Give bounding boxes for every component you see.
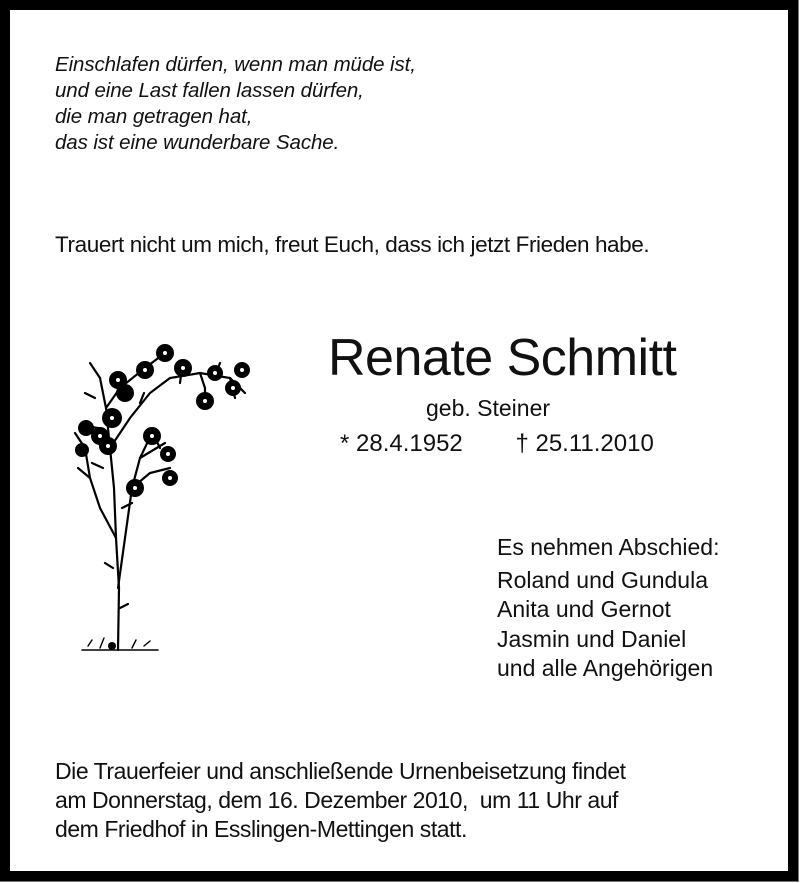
mourner-line: Jasmin und Daniel (497, 625, 687, 652)
flowering-tree-icon (70, 338, 255, 658)
funeral-line: dem Friedhof in Esslingen-Mettingen statt. (55, 816, 467, 842)
funeral-line: am Donnerstag, dem 16. Dezember 2010, um 11 Uhr auf (55, 787, 618, 813)
poem-line: das ist eine wunderbare Sache. (55, 131, 340, 154)
mourner-line: Anita und Gernot (497, 596, 671, 622)
motto: Trauert nicht um mich, freut Euch, dass ich jetzt Frieden habe. (55, 232, 650, 257)
funeral-info (55, 757, 626, 844)
deceased-name: Renate Schmitt (328, 329, 677, 387)
birth-date: * 28.4.1952 (340, 430, 463, 457)
death-date: † 25.11.2010 (515, 430, 654, 457)
poem-line: und eine Last fallen lassen dürfen, (55, 79, 364, 102)
funeral-line: Die Trauerfeier und anschließende Urnenbeisetzung findet (55, 758, 626, 784)
mourner-line: Roland und Gundula (497, 566, 708, 593)
poem-line: Einschlafen dürfen, wenn man müde ist, (55, 53, 416, 76)
mourners (497, 533, 719, 684)
mourners-heading: Es nehmen Abschied: (497, 534, 720, 560)
maiden-name: geb. Steiner (426, 395, 551, 421)
life-dates (340, 430, 654, 458)
poem (55, 52, 416, 156)
poem-line: die man getragen hat, (55, 105, 253, 128)
mourner-line: und alle Angehörigen (497, 655, 714, 681)
